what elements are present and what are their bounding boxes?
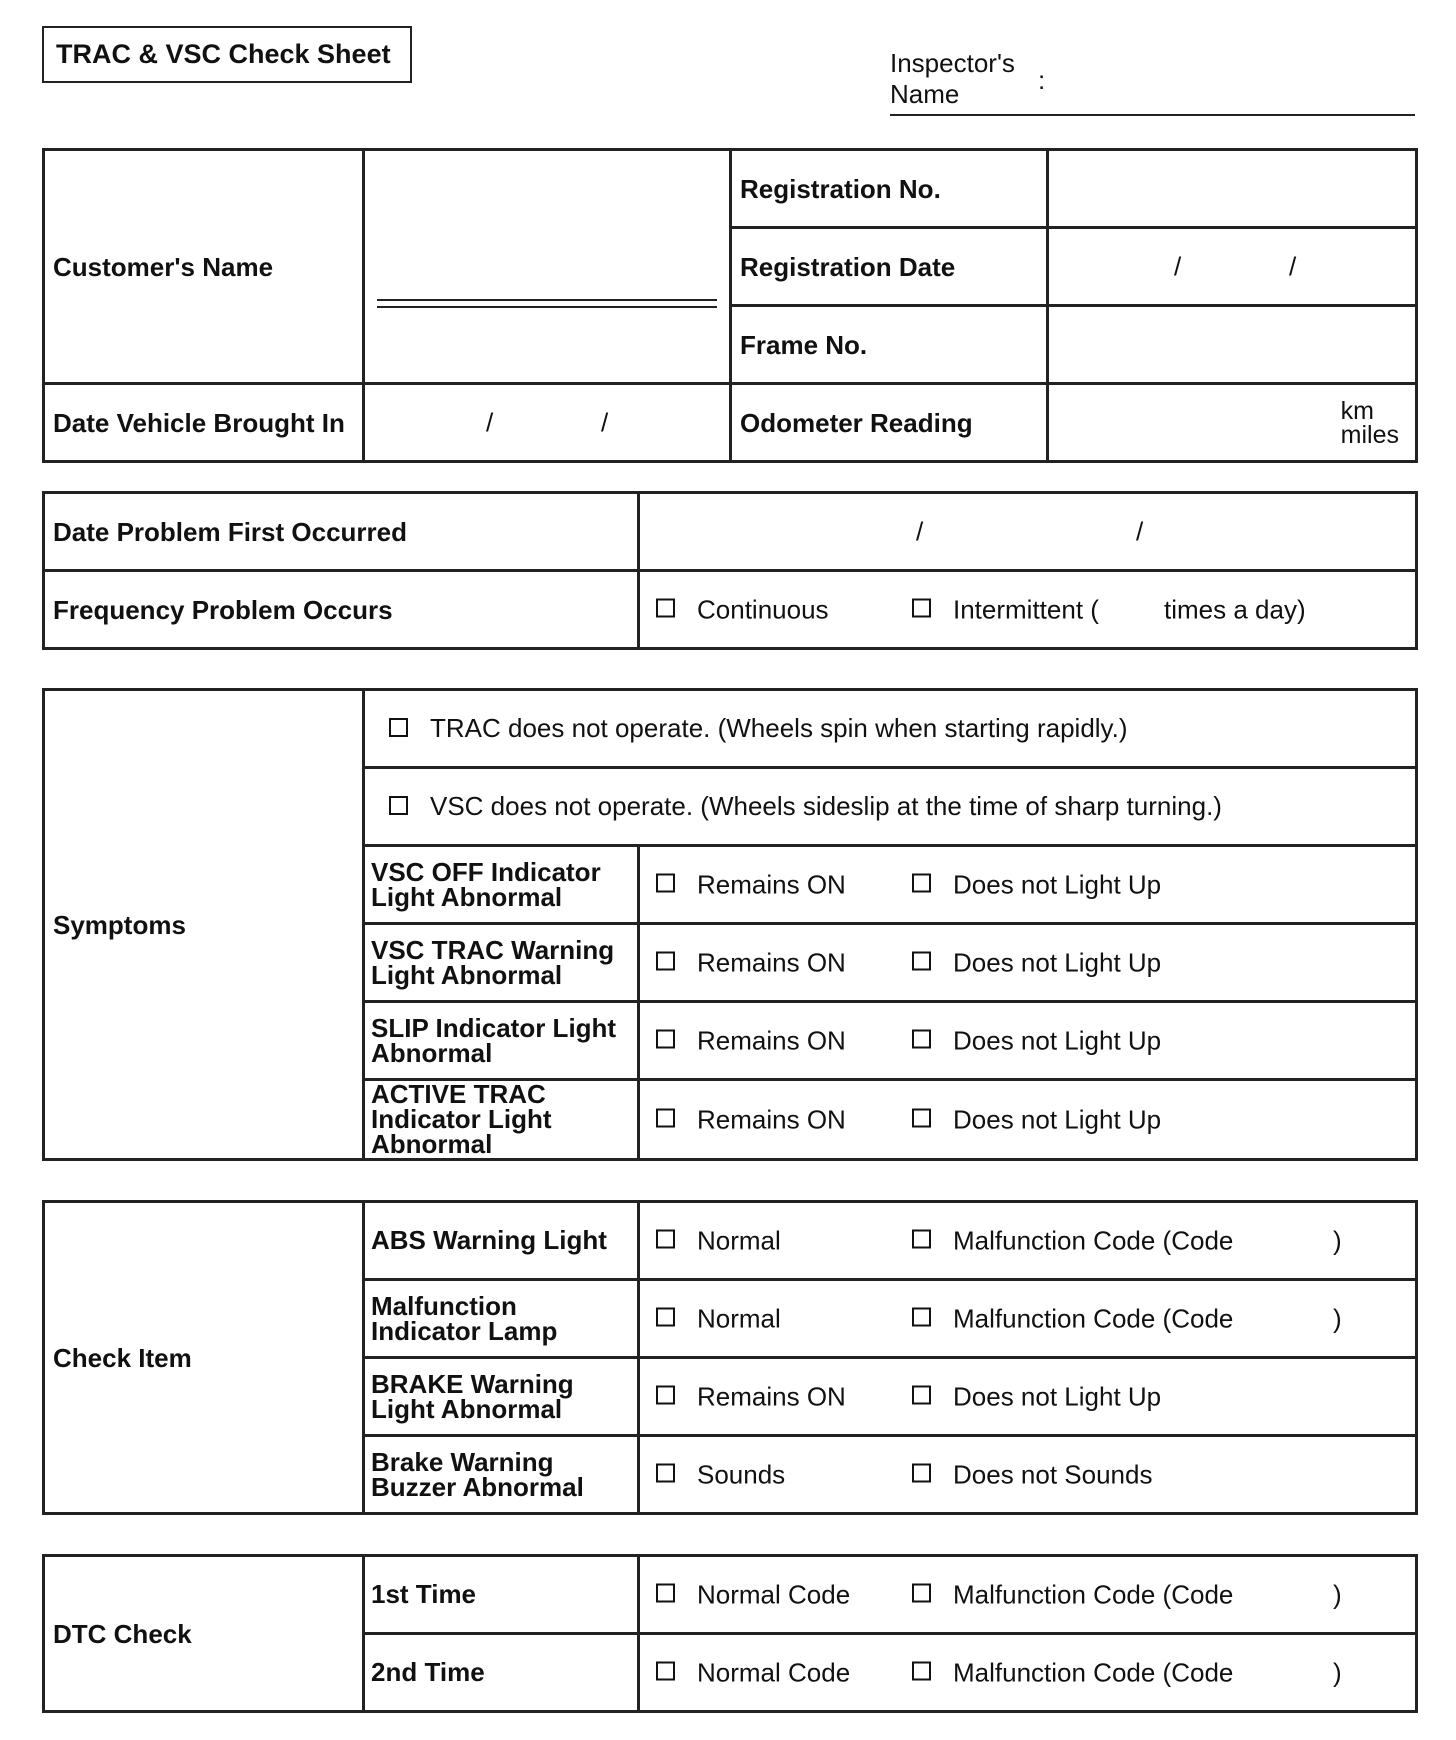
sounds-option[interactable] <box>656 1459 785 1490</box>
option-label: Does not Light Up <box>953 1381 1162 1411</box>
inspector-name-label: Inspector's Name <box>890 48 1015 109</box>
checkbox-icon[interactable] <box>912 1386 931 1405</box>
remains-on-option[interactable] <box>656 1025 846 1056</box>
check-options <box>639 1358 1417 1436</box>
remains-on-option[interactable] <box>656 1104 846 1135</box>
dtc-row <box>44 1556 1417 1634</box>
does-not-light-up-option[interactable] <box>912 1381 1161 1412</box>
odometer-label: Odometer Reading <box>731 384 1048 462</box>
inspector-name-field[interactable] <box>890 114 1415 116</box>
malfunction-code-option[interactable] <box>912 1225 1233 1256</box>
option-label: Does not Sounds <box>953 1459 1153 1489</box>
symptom-item-label: VSC TRAC Warning Light Abnormal <box>364 924 639 1002</box>
symptom-options <box>639 846 1417 924</box>
unit-miles: miles <box>1340 420 1399 449</box>
option-label: Malfunction Code (Code <box>953 1303 1234 1333</box>
malfunction-code-option[interactable] <box>912 1579 1233 1610</box>
problem-table <box>42 491 1418 650</box>
checkbox-icon[interactable] <box>912 1109 931 1128</box>
option-label: Remains ON <box>697 1025 846 1055</box>
frame-no-field[interactable] <box>1048 306 1417 384</box>
checkbox-icon[interactable] <box>912 874 931 893</box>
check-item-label: Check Item <box>44 1202 364 1514</box>
continuous-option[interactable] <box>656 594 829 625</box>
option-label: Malfunction Code (Code <box>953 1225 1234 1255</box>
first-occurred-field[interactable] <box>639 493 1417 571</box>
checkbox-icon[interactable] <box>656 874 675 893</box>
date-slash: / <box>1136 516 1144 546</box>
checkbox-icon[interactable] <box>656 599 675 618</box>
check-item-name: Malfunction Indicator Lamp <box>364 1280 639 1358</box>
option-label: Does not Light Up <box>953 947 1162 977</box>
checkbox-icon[interactable] <box>656 1230 675 1249</box>
registration-no-label: Registration No. <box>731 150 1048 228</box>
normal-code-option[interactable] <box>656 1579 850 1610</box>
vsc-not-operate-option[interactable] <box>373 791 1222 821</box>
checkbox-icon[interactable] <box>912 1464 931 1483</box>
checkbox-icon[interactable] <box>656 1308 675 1327</box>
option-label: Malfunction Code (Code <box>953 1579 1234 1609</box>
checkbox-icon[interactable] <box>912 952 931 971</box>
malfunction-code-option[interactable] <box>912 1303 1233 1334</box>
checkbox-icon[interactable] <box>389 796 408 815</box>
option-label: Does not Light Up <box>953 1025 1162 1055</box>
option-label: Remains ON <box>697 947 846 977</box>
close-paren: ) <box>1333 1303 1342 1333</box>
close-paren: ) <box>1333 1657 1342 1687</box>
dtc-options <box>639 1634 1417 1712</box>
check-row <box>44 1202 1417 1280</box>
checkbox-icon[interactable] <box>656 1386 675 1405</box>
option-label: Malfunction Code (Code <box>953 1657 1234 1687</box>
checkbox-icon[interactable] <box>389 718 408 737</box>
checkbox-icon[interactable] <box>912 599 931 618</box>
page-title: TRAC & VSC Check Sheet <box>42 26 412 83</box>
remains-on-option[interactable] <box>656 1381 846 1412</box>
symptom-item-label: SLIP Indicator Light Abnormal <box>364 1002 639 1080</box>
symptom-item-label: ACTIVE TRAC Indicator Light Abnormal <box>364 1080 639 1160</box>
dtc-check-table <box>42 1554 1418 1713</box>
symptom-options <box>639 924 1417 1002</box>
option-label: Normal Code <box>697 1657 851 1687</box>
vsc-not-operate-label: VSC does not operate. (Wheels sideslip at the time of sharp turning.) <box>430 791 1222 821</box>
frame-no-label: Frame No. <box>731 306 1048 384</box>
checkbox-icon[interactable] <box>656 1584 675 1603</box>
does-not-light-up-option[interactable] <box>912 1104 1161 1135</box>
times-a-day-label: times a day) <box>1164 594 1306 624</box>
checkbox-icon[interactable] <box>656 1464 675 1483</box>
option-label: Does not Light Up <box>953 869 1162 899</box>
check-options <box>639 1436 1417 1514</box>
symptom-options <box>639 1002 1417 1080</box>
symptom-item-label: VSC OFF Indicator Light Abnormal <box>364 846 639 924</box>
checkbox-icon[interactable] <box>912 1308 931 1327</box>
option-label: Remains ON <box>697 1104 846 1134</box>
trac-not-operate-row <box>364 690 1417 768</box>
check-options <box>639 1280 1417 1358</box>
odometer-field[interactable] <box>1048 384 1417 462</box>
dtc-time-label: 1st Time <box>364 1556 639 1634</box>
customer-name-double-line <box>377 299 717 308</box>
dtc-options <box>639 1556 1417 1634</box>
trac-not-operate-label: TRAC does not operate. (Wheels spin when starting rapidly.) <box>430 713 1128 743</box>
checkbox-icon[interactable] <box>656 1030 675 1049</box>
vehicle-info-table <box>42 148 1418 463</box>
registration-date-label: Registration Date <box>731 228 1048 306</box>
does-not-sound-option[interactable] <box>912 1459 1152 1490</box>
dtc-check-label: DTC Check <box>44 1556 364 1712</box>
continuous-label: Continuous <box>697 594 829 624</box>
symptoms-table <box>42 688 1418 1161</box>
checkbox-icon[interactable] <box>656 952 675 971</box>
option-label: Remains ON <box>697 869 846 899</box>
normal-code-option[interactable] <box>656 1657 850 1688</box>
vsc-not-operate-row <box>364 768 1417 846</box>
unit-km: km <box>1340 396 1374 425</box>
date-brought-in-field[interactable] <box>364 384 731 462</box>
remains-on-option[interactable] <box>656 947 846 978</box>
option-label: Sounds <box>697 1459 786 1489</box>
does-not-light-up-option[interactable] <box>912 947 1161 978</box>
checkbox-icon[interactable] <box>912 1230 931 1249</box>
checkbox-icon[interactable] <box>656 1109 675 1128</box>
customer-name-field[interactable] <box>364 150 731 384</box>
date-slash: / <box>1174 251 1182 281</box>
first-occurred-label: Date Problem First Occurred <box>44 493 639 571</box>
normal-option[interactable] <box>656 1225 781 1256</box>
normal-option[interactable] <box>656 1303 781 1334</box>
checkbox-icon[interactable] <box>912 1662 931 1681</box>
check-item-name: BRAKE Warning Light Abnormal <box>364 1358 639 1436</box>
close-paren: ) <box>1333 1225 1342 1255</box>
date-brought-in-label: Date Vehicle Brought In <box>44 384 364 462</box>
remains-on-option[interactable] <box>656 869 846 900</box>
malfunction-code-option[interactable] <box>912 1657 1233 1688</box>
frequency-options <box>639 571 1417 649</box>
registration-date-field[interactable] <box>1048 228 1417 306</box>
symptoms-label: Symptoms <box>44 690 364 1160</box>
intermittent-label: Intermittent ( <box>953 594 1099 624</box>
trac-not-operate-option[interactable] <box>373 713 1128 743</box>
date-slash: / <box>486 407 494 437</box>
check-item-name: ABS Warning Light <box>364 1202 639 1280</box>
check-options <box>639 1202 1417 1280</box>
date-slash: / <box>916 516 924 546</box>
option-label: Normal Code <box>697 1579 851 1609</box>
frequency-label: Frequency Problem Occurs <box>44 571 639 649</box>
intermittent-option[interactable] <box>912 594 1099 625</box>
checkbox-icon[interactable] <box>656 1662 675 1681</box>
checkbox-icon[interactable] <box>912 1030 931 1049</box>
option-label: Normal <box>697 1303 781 1333</box>
dtc-time-label: 2nd Time <box>364 1634 639 1712</box>
option-label: Normal <box>697 1225 781 1255</box>
customer-name-label: Customer's Name <box>44 150 364 384</box>
does-not-light-up-option[interactable] <box>912 869 1161 900</box>
close-paren: ) <box>1333 1579 1342 1609</box>
inspector-colon: : <box>1038 65 1046 95</box>
option-label: Does not Light Up <box>953 1104 1162 1134</box>
check-item-table <box>42 1200 1418 1515</box>
date-slash: / <box>601 407 609 437</box>
option-label: Remains ON <box>697 1381 846 1411</box>
symptom-options <box>639 1080 1417 1160</box>
does-not-light-up-option[interactable] <box>912 1025 1161 1056</box>
checkbox-icon[interactable] <box>912 1584 931 1603</box>
registration-no-field[interactable] <box>1048 150 1417 228</box>
date-slash: / <box>1289 251 1297 281</box>
check-item-name: Brake Warning Buzzer Abnormal <box>364 1436 639 1514</box>
